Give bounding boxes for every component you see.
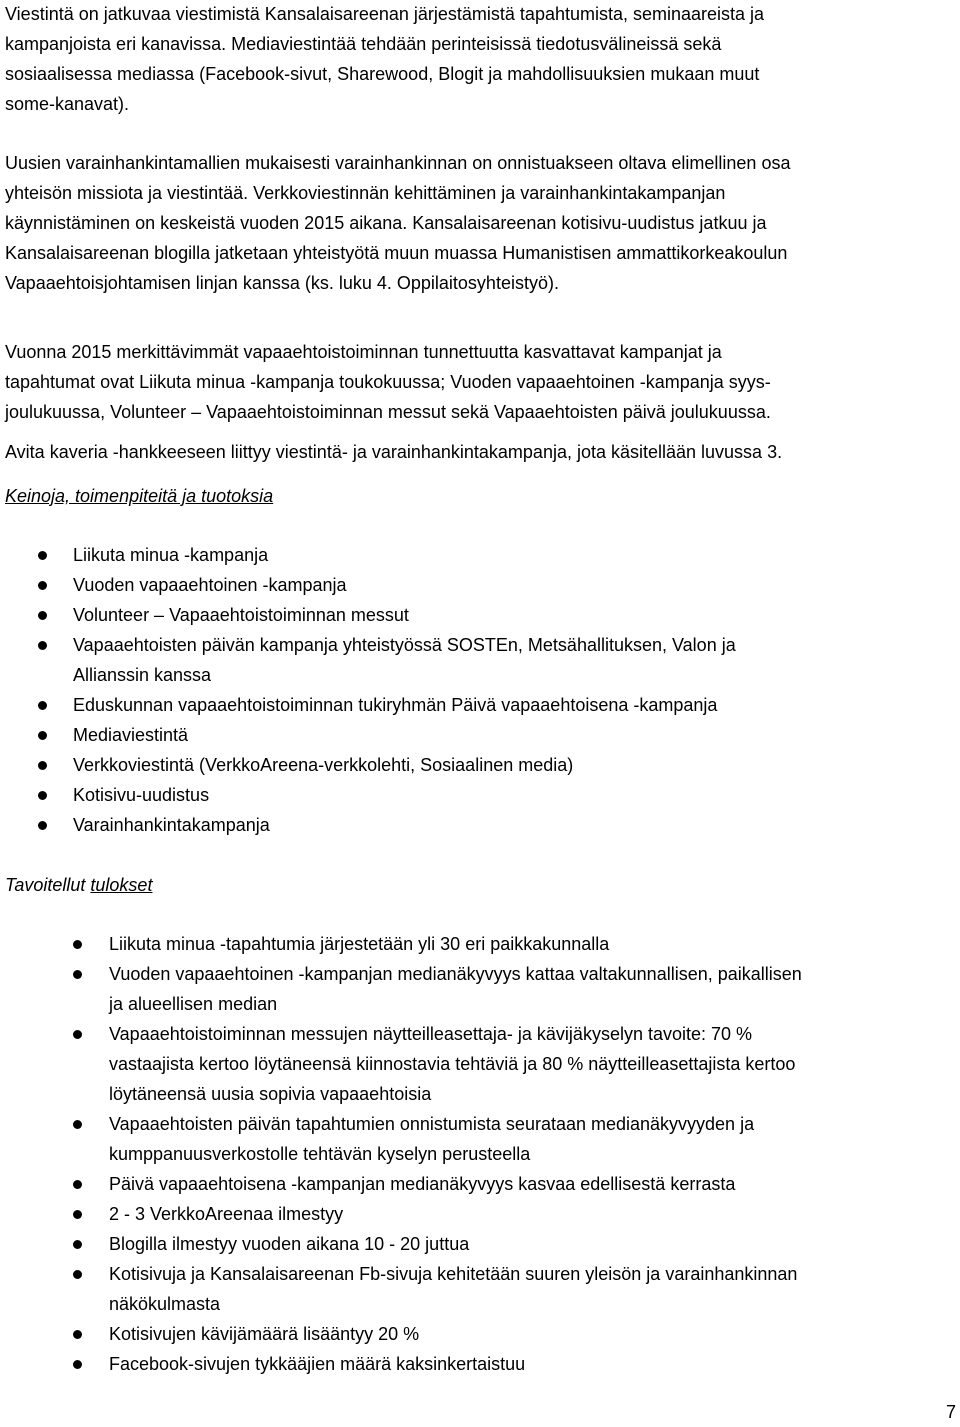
list-item [109, 1109, 949, 1169]
list-item-text: Vapaaehtoistoiminnan messujen näytteilleasettaja- ja kävijäkyselyn tavoite: 70 % vastaajista kertoo löytäneensä kiinnostavia tehtäviä ja 80 % näytteilleasettajista kertoo löytäneensä uusia sopivia vapaaehtoisia [109, 1024, 796, 1104]
list-item-text: Varainhankintakampanja [73, 815, 270, 835]
intro-paragraph: Viestintä on jatkuvaa viestimistä Kansalaisareenan järjestämistä tapahtumista, seminaareista ja kampanjoista eri kanavissa. Mediaviestintää tehdään perinteisissä tiedotusvälineissä sekä sosiaalisessa mediassa (Facebook-sivut, Sharewood, Blogit ja mahdollisuuksien mukaan muut some-kanavat). [5, 4, 765, 114]
list-item [109, 1319, 949, 1349]
list-item-text: Vuoden vapaaehtoinen -kampanjan medianäkyvyys kattaa valtakunnallisen, paikallisen ja alueellisen median [109, 964, 802, 1014]
list-item-text: Päivä vapaaehtoisena -kampanjan medianäkyvyys kasvaa edellisestä kerrasta [109, 1174, 736, 1194]
list-item [109, 1019, 949, 1109]
list-item [109, 1199, 949, 1229]
list-item [109, 929, 949, 959]
bullet-icon [73, 1120, 82, 1129]
list-item [109, 1349, 949, 1379]
bullet-icon [73, 1360, 82, 1369]
list-item [73, 810, 933, 840]
bullet-icon [38, 641, 47, 650]
list-item [73, 720, 933, 750]
list-item-text: Vapaaehtoisten päivän kampanja yhteistyössä SOSTEn, Metsähallituksen, Valon ja Allianssin kanssa [73, 635, 736, 685]
list-item-text: Kotisivu-uudistus [73, 785, 210, 805]
page-number: 7 [945, 1402, 956, 1422]
list-item-text: Vapaaehtoisten päivän tapahtumien onnistumista seurataan medianäkyvyyden ja kumppanuusverkostolle tehtävän kyselyn perusteella [109, 1114, 755, 1164]
bullet-icon [73, 940, 82, 949]
bullet-icon [73, 1270, 82, 1279]
results-heading-prefix: Tavoitellut [5, 875, 86, 895]
list-item-text: Eduskunnan vapaaehtoistoiminnan tukiryhmän Päivä vapaaehtoisena -kampanja [73, 695, 718, 715]
bullet-icon [38, 821, 47, 830]
bullet-icon [73, 1180, 82, 1189]
list-item-text: Volunteer – Vapaaehtoistoiminnan messut [73, 605, 409, 625]
avita-paragraph: Avita kaveria -hankkeeseen liittyy viestintä- ja varainhankintakampanja, jota käsitellään luvussa 3. [5, 442, 783, 462]
bullet-icon [73, 1330, 82, 1339]
bullet-icon [73, 1240, 82, 1249]
list-item [73, 600, 933, 630]
bullet-icon [73, 970, 82, 979]
list-item-text: Mediaviestintä [73, 725, 189, 745]
results-heading-underlined: tulokset [90, 875, 153, 895]
results-list [109, 929, 949, 1379]
list-item-text: Kotisivujen kävijämäärä lisääntyy 20 % [109, 1324, 420, 1344]
bullet-icon [38, 791, 47, 800]
list-item-text: Blogilla ilmestyy vuoden aikana 10 - 20 juttua [109, 1234, 470, 1254]
bullet-icon [38, 701, 47, 710]
list-item [73, 630, 933, 690]
fundraising-paragraph: Uusien varainhankintamallien mukaisesti varainhankinnan on onnistuakseen oltava elimellinen osa yhteisön missiota ja viestintää. Verkkoviestinnän kehittäminen ja varainhankintakampanjan käynnistäminen on keskeistä vuoden 2015 aikana. Kansalaisareenan kotisivu-uudistus jatkuu ja Kansalaisareenan blogilla jatketaan yhteistyötä muun muassa Humanistisen ammattikorkeakoulun Vapaaehtoisjohtamisen linjan kanssa (ks. luku 4. Oppilaitosyhteistyö). [5, 153, 791, 293]
list-item [109, 1259, 949, 1319]
bullet-icon [38, 761, 47, 770]
list-item-text: Vuoden vapaaehtoinen -kampanja [73, 575, 347, 595]
bullet-icon [73, 1210, 82, 1219]
list-item-text: Liikuta minua -kampanja [73, 545, 269, 565]
list-item [109, 959, 949, 1019]
bullet-icon [38, 731, 47, 740]
bullet-icon [73, 1030, 82, 1039]
list-item [73, 690, 933, 720]
list-item-text: Kotisivuja ja Kansalaisareenan Fb-sivuja kehitetään suuren yleisön ja varainhankinnan näkökulmasta [109, 1264, 798, 1314]
list-item [73, 540, 933, 570]
list-item [73, 570, 933, 600]
campaigns-paragraph: Vuonna 2015 merkittävimmät vapaaehtoistoiminnan tunnettuutta kasvattavat kampanjat ja tapahtumat ovat Liikuta minua -kampanja toukokuussa; Vuoden vapaaehtoinen -kampanja syys- joulukuussa, Volunteer – Vapaaehtoistoiminnan messut sekä Vapaaehtoisten päivä joulukuussa. [5, 342, 771, 422]
list-item [109, 1169, 949, 1199]
list-item [73, 780, 933, 810]
methods-heading: Keinoja, toimenpiteitä ja tuotoksia [5, 486, 274, 506]
results-heading [5, 870, 152, 900]
bullet-icon [38, 551, 47, 560]
list-item-text: Liikuta minua -tapahtumia järjestetään yli 30 eri paikkakunnalla [109, 934, 610, 954]
methods-list [73, 540, 933, 840]
list-item-text: 2 - 3 VerkkoAreenaa ilmestyy [109, 1204, 344, 1224]
list-item-text: Verkkoviestintä (VerkkoAreena-verkkolehti, Sosiaalinen media) [73, 755, 574, 775]
list-item [73, 750, 933, 780]
list-item-text: Facebook-sivujen tykkääjien määrä kaksinkertaistuu [109, 1354, 526, 1374]
list-item [109, 1229, 949, 1259]
bullet-icon [38, 611, 47, 620]
bullet-icon [38, 581, 47, 590]
